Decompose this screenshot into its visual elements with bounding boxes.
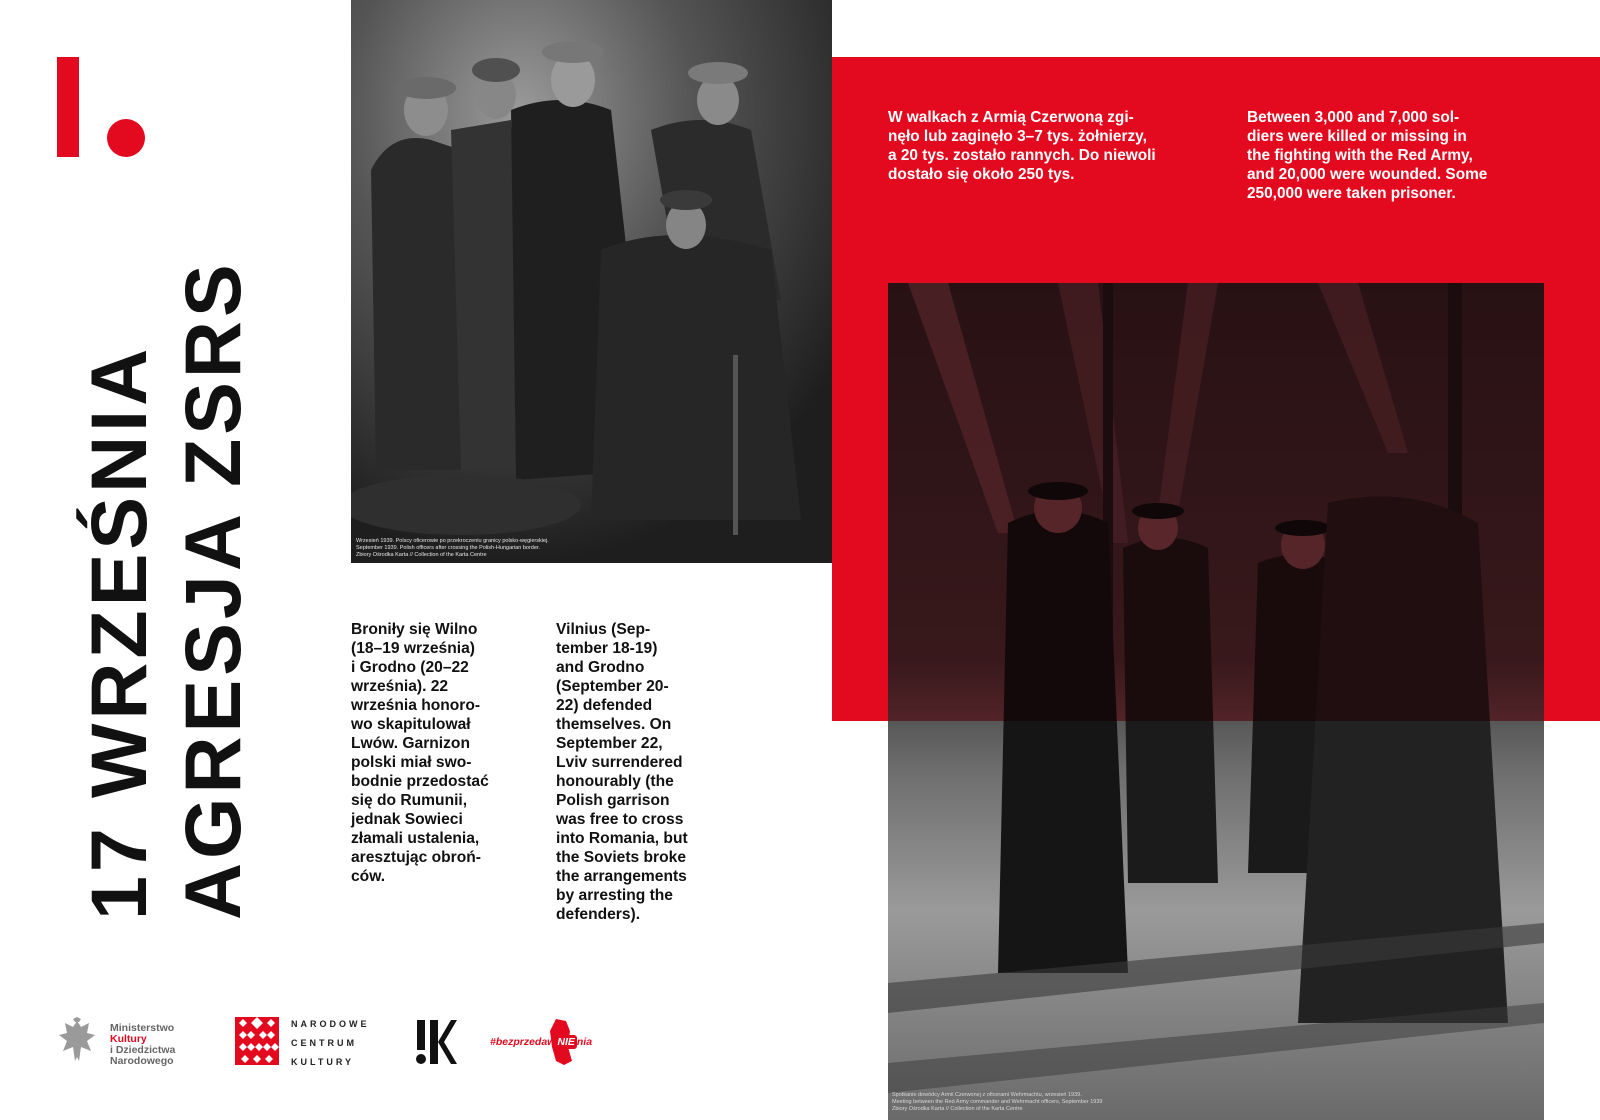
nck-logo-text	[291, 1015, 370, 1072]
body-line: i Grodno (20–22	[351, 659, 469, 676]
red-text-line: 250,000 were taken prisoner.	[1247, 185, 1456, 202]
polish-eagle-icon	[57, 1017, 97, 1065]
body-line: bodnie przedostać	[351, 773, 489, 790]
ministry-logo-text	[110, 1023, 175, 1067]
photo1-caption-line: September 1939. Polish officers after crossing the Polish-Hungarian border.	[356, 545, 540, 551]
red-text-line: and 20,000 were wounded. Some	[1247, 166, 1488, 183]
body-line: honourably (the	[556, 773, 674, 790]
red-text-line: a 20 tys. zostało rannych. Do niewoli	[888, 147, 1156, 164]
body-line: aresztując obroń-	[351, 849, 481, 866]
hashtag-logo	[490, 1017, 600, 1067]
red-text-line: diers were killed or missing in	[1247, 128, 1467, 145]
red-panel-text-pl	[888, 108, 1156, 184]
numeral-bar	[57, 57, 79, 157]
photo-officers-meeting	[888, 283, 1544, 1120]
body-line: ców.	[351, 868, 386, 885]
nck-line: KULTURY	[291, 1057, 354, 1067]
hashtag-post: nia	[576, 1036, 593, 1048]
body-text-pl	[351, 620, 489, 886]
body-line: jednak Sowieci	[351, 811, 463, 828]
body-line: Vilnius (Sep-	[556, 621, 651, 638]
red-text-line: nęło lub zaginęło 3–7 tys. żołnierzy,	[888, 128, 1147, 145]
body-line: września honoro-	[351, 697, 481, 714]
photo-polish-officers	[351, 0, 832, 563]
body-line: September 22,	[556, 735, 663, 752]
body-line: tember 18-19)	[556, 640, 658, 657]
nck-line: NARODOWE	[291, 1019, 370, 1029]
body-line: the Soviets broke	[556, 849, 686, 866]
photo2-red-overlay	[888, 283, 1544, 721]
body-line: into Romania, but	[556, 830, 688, 847]
body-line: and Grodno	[556, 659, 645, 676]
ministry-line: Kultury	[110, 1033, 147, 1045]
nck-line: CENTRUM	[291, 1038, 357, 1048]
body-line: defenders).	[556, 906, 641, 923]
red-text-line: Between 3,000 and 7,000 sol-	[1247, 109, 1460, 126]
photo1-caption-line: Zbiory Ośrodka Karta // Collection of the Karta Centre	[356, 552, 487, 558]
ministry-line: i Dziedzictwa	[110, 1044, 176, 1056]
body-line: (September 20-	[556, 678, 669, 695]
photo2-caption-line: Zbiory Ośrodka Karta // Collection of the Karta Centre	[892, 1106, 1023, 1112]
karta-logo-icon	[413, 1018, 457, 1066]
nck-mark-icon	[235, 1017, 279, 1065]
body-line: 22) defended	[556, 697, 653, 714]
photo2-caption-line: Meeting between the Red Army commander and Wehrmacht officers, September 1939	[892, 1099, 1103, 1105]
nck-logo	[235, 1015, 385, 1067]
body-line: Lwów. Garnizon	[351, 735, 470, 752]
body-text-en	[556, 620, 688, 924]
red-text-line: the fighting with the Red Army,	[1247, 147, 1473, 164]
body-line: września). 22	[351, 678, 449, 695]
red-text-line: W walkach z Armią Czerwoną zgi-	[888, 109, 1134, 126]
photo1-caption	[356, 538, 549, 559]
title-line-2: AGRESJA ZSRS	[168, 260, 257, 920]
vertical-title	[72, 220, 260, 920]
numeral-dot	[107, 119, 145, 157]
hashtag-pre: #bezprzedaw	[490, 1036, 556, 1048]
body-line: Polish garrison	[556, 792, 670, 809]
red-panel-text-en	[1247, 108, 1487, 203]
body-line: by arresting the	[556, 887, 673, 904]
body-line: Broniły się Wilno	[351, 621, 478, 638]
body-line: polski miał swo-	[351, 754, 472, 771]
body-line: wo skapitulował	[351, 716, 471, 733]
chapter-numeral	[57, 57, 147, 157]
title-line-1: 17 WRZEŚNIA	[74, 344, 163, 920]
red-text-line: dostało się około 250 tys.	[888, 166, 1075, 183]
ministry-line: Ministerstwo	[110, 1022, 175, 1034]
hashtag-mid: NIE	[557, 1036, 575, 1048]
body-line: (18–19 września)	[351, 640, 475, 657]
body-line: the arrangements	[556, 868, 687, 885]
ministry-line: Narodowego	[110, 1055, 174, 1067]
body-line: was free to cross	[556, 811, 684, 828]
photo1-caption-line: Wrzesień 1939. Polscy oficerowie po przekroczeniu granicy polsko-węgierskiej.	[356, 538, 549, 544]
photo2-caption-line: Spotkanie dowódcy Armii Czerwonej z oficerami Wehrmachtu, wrzesień 1939.	[892, 1092, 1082, 1098]
photo2-caption	[892, 1092, 1102, 1113]
photo-officers-silhouettes	[351, 0, 832, 563]
body-line: się do Rumunii,	[351, 792, 468, 809]
ministry-logo	[57, 1017, 237, 1067]
hashtag-text	[490, 1036, 592, 1048]
body-line: złamali ustalenia,	[351, 830, 480, 847]
body-line: Lviv surrendered	[556, 754, 683, 771]
body-line: themselves. On	[556, 716, 672, 733]
